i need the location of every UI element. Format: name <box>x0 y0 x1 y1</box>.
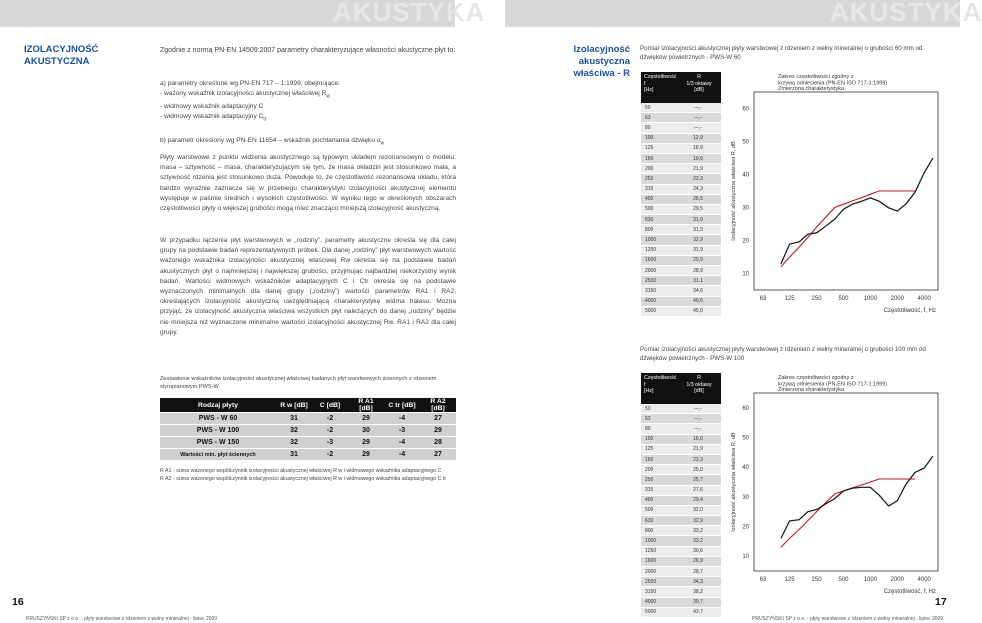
legend-measured: Zmierzona charakterystyka <box>778 387 845 393</box>
parameters-list <box>160 79 458 149</box>
header-title-right: AKUSTYKA <box>830 0 982 27</box>
table-cell: -3 <box>312 437 348 449</box>
table-cell: 31 <box>276 413 312 425</box>
legend-reference: Zakres częstotliwości zgodny z krzywą odniesienia (PN-EN ISO 717-1:1999) <box>778 74 888 87</box>
frequency-table-row: 315 27,6 <box>641 486 721 496</box>
y-tick-label: 40 <box>742 465 749 472</box>
y-tick-label: 10 <box>742 554 749 561</box>
x-tick-label: 1000 <box>863 577 878 583</box>
table-cell: -4 <box>384 449 420 461</box>
frequency-table-row: 1600 26,9 <box>641 557 721 567</box>
sound-insulation-chart-100 <box>724 371 940 601</box>
frequency-table-row: 3150 34,6 <box>641 286 721 296</box>
acoustic-index-table <box>160 398 456 461</box>
y-tick-label: 30 <box>742 494 749 501</box>
y-tick-label: 10 <box>742 271 749 278</box>
paragraph-2: W przypadku łączenia płyt warstwowych w „rodziny”, parametry akustyczne określa się dla całej grupy na podstawie badań reprezentatywnych próbek. Dla danej „rodziny” płyt warstwowych wartość ważonego wskaźnika izolacyjności akustycznej właściwej Rw określa się na podstawie badań akustycznych płyt o najmniejszej i największej grubości, przyjmując najbardziej niekorzystny wynik badań. Wartości widmowych wskaźników adaptacyjnych C i Ctr określa się na podstawie wyznaczonych minimalnych dla danej grupy („rodziny”) wartości parametrów RA1 i RA2, określających izolacyjność akustyczną uwzględniającą charakterystykę widma hałasu. Można przyjąć, że izolacyjność akustyczna właściwa wszystkich płyt należących do danej „rodziny” będzie nie mniejsza niż wyznaczone minimalne wartości izolacyjności akustycznej Rw, RA1 i RA2 dla całej grupy. <box>160 237 456 336</box>
frequency-table-row: 400 29,4 <box>641 496 721 506</box>
frequency-table-row: 1600 29,9 <box>641 256 721 266</box>
frequency-table-row: 125 18,9 <box>641 144 721 154</box>
footer-left: PRUSZYŃSKI SP z o.o. - płyty warstwowe z rdzeniem z wełny mineralnej - lipiec 2009 <box>26 616 218 622</box>
table-header-cell: R w [dB] <box>276 398 312 413</box>
legend-reference: Zakres częstotliwości zgodny z krzywą odniesienia (PN-EN ISO 717-1:1999) <box>778 375 888 388</box>
y-axis-label: Izolacyjność akustyczna właściwa R, dB <box>731 432 737 532</box>
x-tick-label: 1000 <box>863 296 878 302</box>
frequency-table-row: 5000 43,7 <box>641 608 721 618</box>
table-cell: 32 <box>276 437 312 449</box>
frequency-table-row: 4000 39,7 <box>641 598 721 608</box>
table-cell: 29 <box>348 437 384 449</box>
frequency-table-row: 500 32,0 <box>641 506 721 516</box>
header-title-left: AKUSTYKA <box>333 0 486 27</box>
frequency-table-row: 630 32,9 <box>641 516 721 526</box>
measurement-desc-60: Pomiar izolacyjności akustycznej płyty warstwowej z rdzeniem z wełny mineralnej o grubości 60 mm od dźwięków powietrznych - PWS-W 60 <box>640 45 923 61</box>
frequency-table-row: 500 29,5 <box>641 205 721 215</box>
left-side-title: IZOLACYJNOŚĆ AKUSTYCZNA <box>24 44 99 67</box>
frequency-table-row: 250 22,3 <box>641 174 721 184</box>
frequency-table-row: 200 21,9 <box>641 164 721 174</box>
x-tick-label: 4000 <box>917 577 931 583</box>
table-cell: PWS - W 150 <box>160 437 276 449</box>
table-header-cell: Rodzaj płyty <box>160 398 276 413</box>
param-a1: - ważony wskaźnik izolacyjności akustycznej właściwej $R_w$ <box>160 90 330 100</box>
y-tick-label: 50 <box>742 139 749 146</box>
right-side-title-line1: Izolacyjność akustyczna <box>573 44 630 67</box>
table-cell: 32 <box>276 425 312 437</box>
chart-svg <box>724 371 940 601</box>
x-tick-label: 500 <box>838 296 849 302</box>
note-ra2: R A2 - suma ważonego współczynnik izolacyjności akustycznej właściwej R w i widmowego wskaźnika adaptacyjnego C tr <box>160 475 447 482</box>
table-cell: -2 <box>312 425 348 437</box>
frequency-table-row: 50 ---,- <box>641 404 721 414</box>
x-tick-label: 125 <box>784 296 795 302</box>
table-cell: 29 <box>348 449 384 461</box>
table-header-cell: R A1 [dB] <box>348 398 384 413</box>
table-cell: 27 <box>420 413 456 425</box>
frequency-table-row: 100 12,9 <box>641 134 721 144</box>
frequency-table-header: Częstotliwość f [Hz] R 1/3 oktawy [dB] <box>641 373 721 404</box>
frequency-table-row: 63 ---,- <box>641 113 721 123</box>
x-axis-label: Częstotliwość, f, Hz <box>883 589 936 595</box>
frequency-table-row: 400 26,5 <box>641 195 721 205</box>
frequency-table-row: 1000 33,2 <box>641 536 721 546</box>
y-tick-label: 20 <box>742 238 749 245</box>
legend-measured: Zmierzona charakterystyka <box>778 86 845 92</box>
table-cell: PWS - W 60 <box>160 413 276 425</box>
table-cell: Wartości min. płyt ściennych <box>160 449 276 461</box>
frequency-table-60 <box>641 72 721 317</box>
chart-svg <box>724 70 940 320</box>
table-cell: PWS - W 100 <box>160 425 276 437</box>
x-tick-label: 2000 <box>890 577 904 583</box>
intro-text: Zgodnie z normą PN-EN 14509:2007 parametry charakteryzujące własności akustyczne płyt to: <box>160 47 456 54</box>
x-tick-label: 250 <box>811 296 822 302</box>
frequency-table-row: 100 16,0 <box>641 435 721 445</box>
table-row <box>160 413 456 425</box>
frequency-table-row: 80 ---,- <box>641 123 721 133</box>
frequency-table-row: 160 19,6 <box>641 154 721 164</box>
param-a-heading: a) parametry określone wg PN-EN 717 – 1:1999, obejmujące: <box>160 80 340 87</box>
note-ra1: R A1 - suma ważonego współczynnik izolacyjności akustycznej właściwej R w i widmowego wskaźnika adaptacyjnego C <box>160 468 442 474</box>
table-cell: -2 <box>312 413 348 425</box>
frequency-table-row: 4000 40,5 <box>641 297 721 307</box>
page-header <box>0 0 982 27</box>
table-cell: 27 <box>420 449 456 461</box>
frequency-table-row: 2500 34,3 <box>641 577 721 587</box>
table-row-min <box>160 449 456 461</box>
y-tick-label: 60 <box>742 405 749 412</box>
frequency-table-row: 125 21,9 <box>641 445 721 455</box>
table-cell: 30 <box>348 425 384 437</box>
table-cell: 29 <box>420 425 456 437</box>
right-side-title <box>520 44 630 80</box>
y-tick-label: 40 <box>742 172 749 179</box>
page-number-left: 16 <box>12 596 24 608</box>
table-header-row <box>160 398 456 413</box>
table-row <box>160 425 456 437</box>
frequency-table-row: 200 25,0 <box>641 465 721 475</box>
frequency-table-row: 63 ---,- <box>641 414 721 424</box>
frequency-table-row: 800 33,2 <box>641 526 721 536</box>
x-tick-label: 250 <box>811 577 822 583</box>
frequency-table-row: 1250 30,6 <box>641 547 721 557</box>
param-a3: - widmowy wskaźnik adaptacyjny $C_{tr}$ <box>160 112 267 123</box>
frequency-table-row: 50 ---,- <box>641 103 721 113</box>
frequency-table-row: 1000 32,9 <box>641 235 721 245</box>
y-tick-label: 30 <box>742 205 749 212</box>
x-tick-label: 2000 <box>890 296 904 302</box>
table-cell: 29 <box>348 413 384 425</box>
x-tick-label: 125 <box>784 577 795 583</box>
frequency-table-row: 800 31,9 <box>641 225 721 235</box>
y-axis-label: Izolacyjność akustyczna właściwa R, dB <box>731 141 737 241</box>
frequency-table-row: 1250 31,9 <box>641 246 721 256</box>
table-header-cell: C tr [dB] <box>384 398 420 413</box>
paragraph-1: Płyty warstwowe z punktu widzenia akustycznego są typowym układem rezonansowym o modelu: masa – sztywność – masa, charakteryzującym się tym, że masa okładzin jest stosunkowo mała, a sztywność rdzenia jest stosunkowo duża. Powoduje to, że częstotliwość rezonansowa układu, która bardzo wyraźnie zaznacza się w przebiegu charakterystyki izolacyjności akustycznej elementu występuje w paśmie średnich i wysokich częstotliwości. W wyniku tego w określonych obszarach częstotliwości płyty o większej grubości mogą mieć znacząco mniejszą izolacyjność akustyczną. <box>160 154 456 213</box>
frequency-table-row: 2000 28,9 <box>641 266 721 276</box>
sound-insulation-chart-60 <box>724 70 940 320</box>
frequency-table-row: 250 25,7 <box>641 475 721 485</box>
right-side-title-line2: właściwa - R <box>573 68 630 79</box>
frequency-table-row: 5000 45,0 <box>641 307 721 317</box>
frequency-table-row: 630 31,0 <box>641 215 721 225</box>
frequency-table-100 <box>641 373 721 618</box>
table-cell: 28 <box>420 437 456 449</box>
frequency-table-row: 2000 28,7 <box>641 567 721 577</box>
table-row <box>160 437 456 449</box>
plot-area <box>754 393 938 571</box>
x-tick-label: 63 <box>759 577 767 583</box>
measurement-desc-100: Pomiar izolacyjności akustycznej płyty warstwowej z rdzeniem z wełny mineralnej o grubości 100 mm od dźwięków powietrznych - PWS-W 100 <box>640 346 926 362</box>
y-tick-label: 20 <box>742 524 749 531</box>
frequency-table-row: 3150 38,2 <box>641 587 721 597</box>
frequency-table-row: 315 24,3 <box>641 185 721 195</box>
param-a2: - widmowy wskaźnik adaptacyjny C <box>160 102 264 110</box>
frequency-table-row: 80 ---,- <box>641 424 721 434</box>
y-tick-label: 60 <box>742 106 749 113</box>
table-cell: 31 <box>276 449 312 461</box>
table-header-cell: R A2 [dB] <box>420 398 456 413</box>
frequency-table-header: Częstotliwość f [Hz] R 1/3 oktawy [dB] <box>641 72 721 103</box>
frequency-table-row: 160 22,3 <box>641 455 721 465</box>
x-axis-label: Częstotliwość, f, Hz <box>883 308 936 314</box>
table-cell: -2 <box>312 449 348 461</box>
page-number-right: 17 <box>935 596 947 608</box>
table-notes <box>160 468 460 483</box>
table-cell: -4 <box>384 437 420 449</box>
x-tick-label: 500 <box>838 577 849 583</box>
param-b: b) parametr określony wg PN-EN 11654 – wskaźnik pochłaniania dźwięku $\alpha_w$ <box>160 137 385 147</box>
table-header-cell: C [dB] <box>312 398 348 413</box>
table-cell: -3 <box>384 425 420 437</box>
frequency-table-row: 2500 31,1 <box>641 276 721 286</box>
x-tick-label: 4000 <box>917 296 931 302</box>
footer-right: PRUSZYŃSKI SP z o.o. - płyty warstwowe z rdzeniem z wełny mineralnej - lipiec 2009 <box>752 616 944 622</box>
table-cell: -4 <box>384 413 420 425</box>
table-caption: Zestawienie wskaźników izolacyjności akustycznej właściwej badanych płyt warstwowych ściennych z rdzeniem styropianowym PWS-W <box>160 376 437 390</box>
x-tick-label: 63 <box>759 296 767 302</box>
y-tick-label: 50 <box>742 435 749 442</box>
